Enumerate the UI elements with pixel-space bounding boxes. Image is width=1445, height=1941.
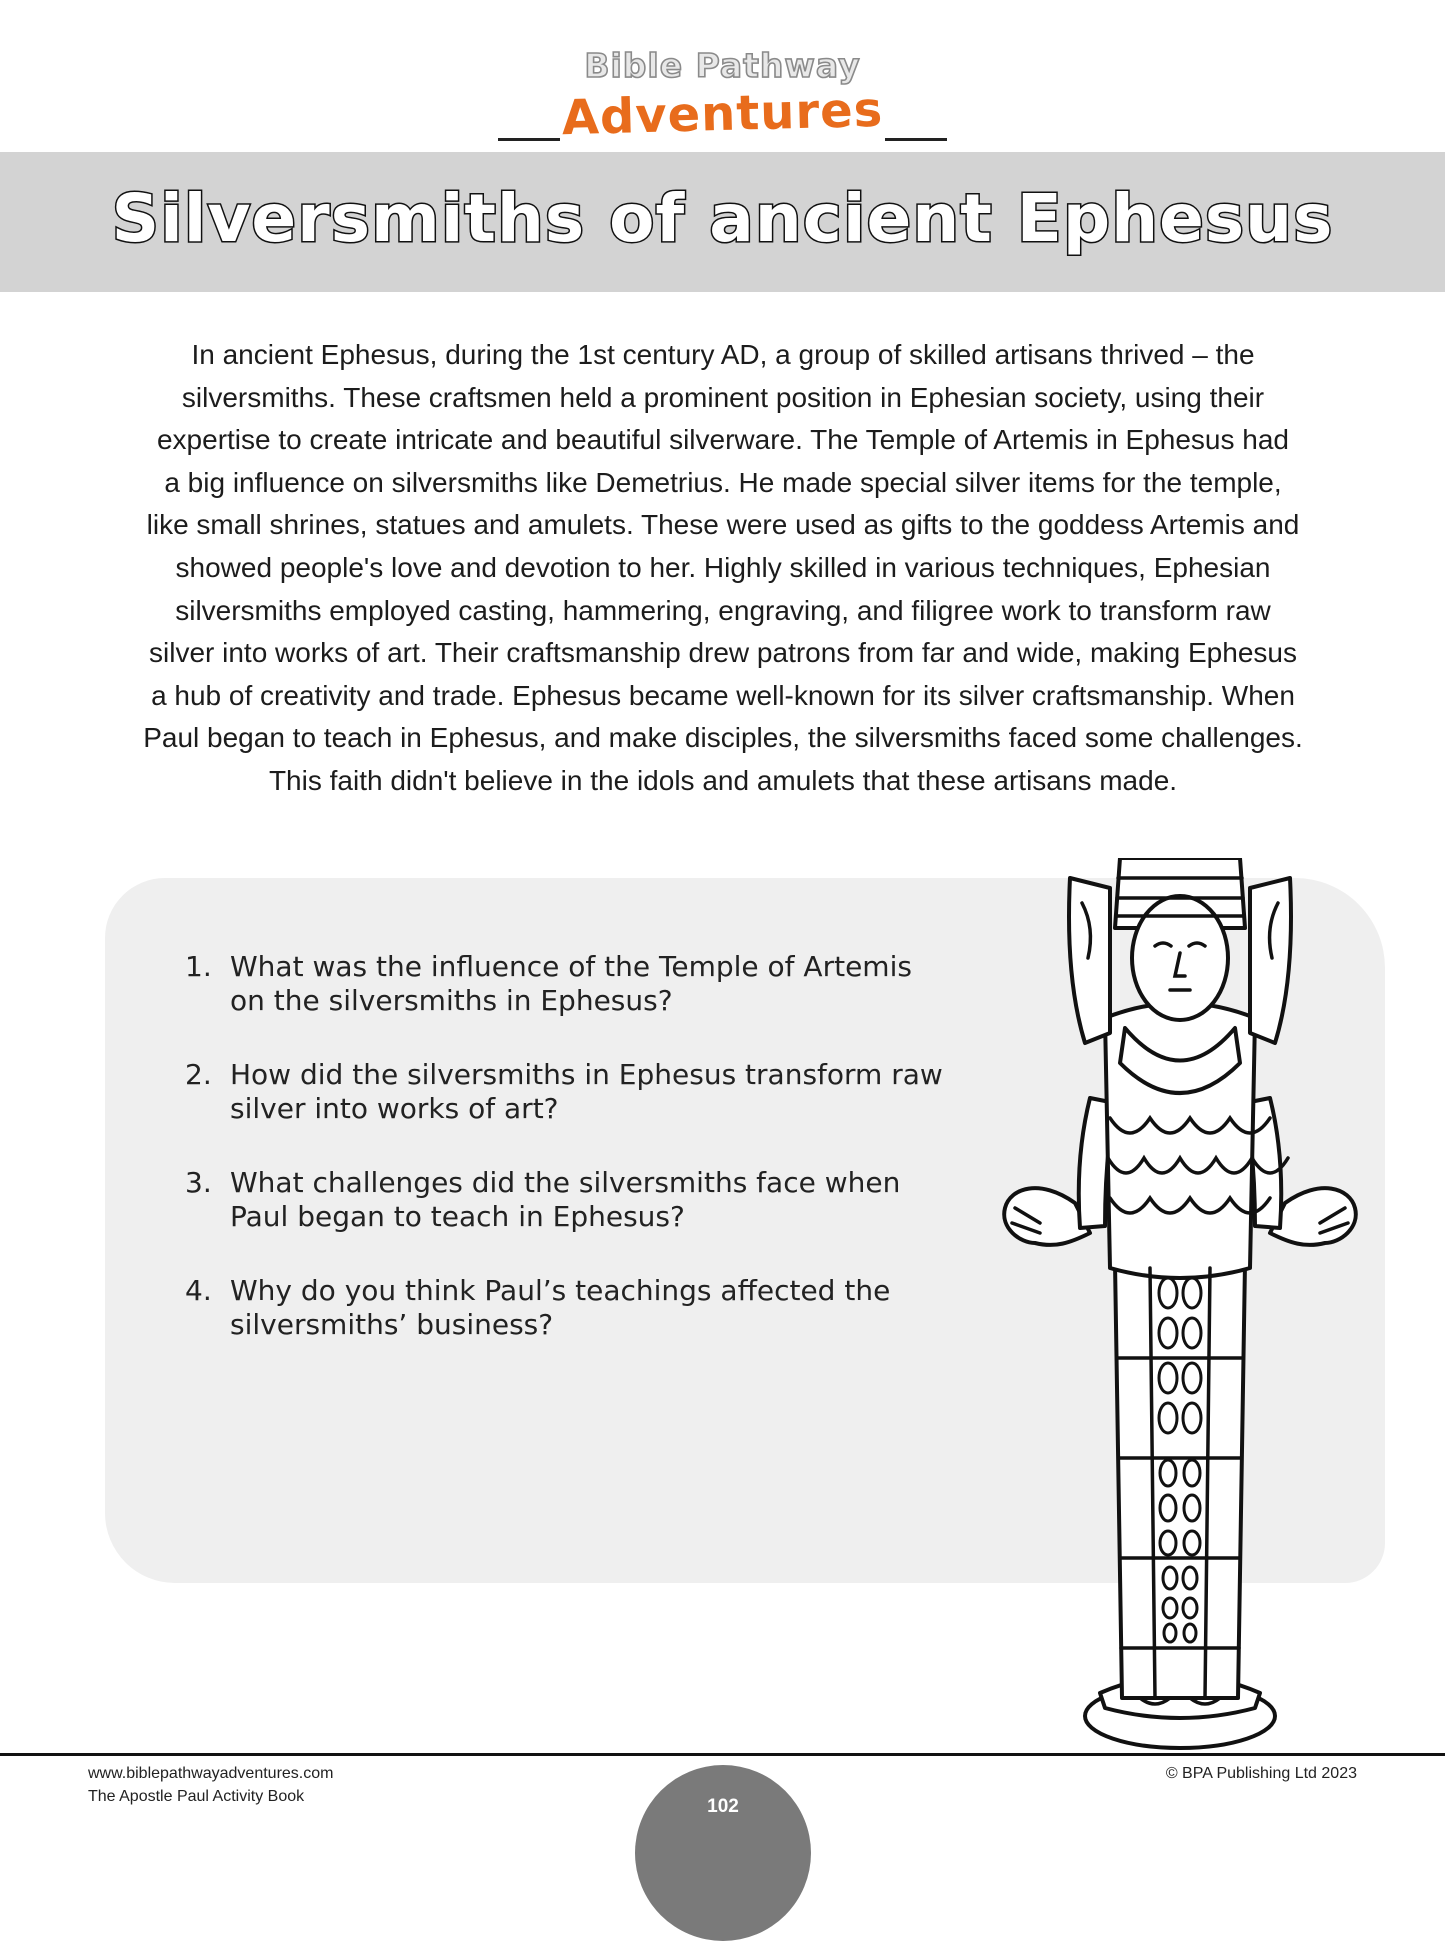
question-item xyxy=(185,950,1025,1018)
intro-line: This faith didn't believe in the idols and amulets that these artisans made. xyxy=(268,764,1178,796)
question-item xyxy=(185,1274,1025,1342)
intro-line: expertise to create intricate and beautiful silverware. The Temple of Artemis in Ephesus had xyxy=(156,424,1290,456)
page-number: 102 xyxy=(707,1796,739,1817)
footer-left xyxy=(88,1762,333,1808)
intro-line: a hub of creativity and trade. Ephesus became well-known for its silver craftsmanship. When xyxy=(151,679,1295,711)
question-text-line: silver into works of art? xyxy=(230,1092,559,1125)
title-band xyxy=(0,152,1445,292)
question-item xyxy=(185,1058,1025,1126)
question-number: 1. xyxy=(185,950,212,983)
footer-divider xyxy=(0,1753,1445,1756)
page-number-tab xyxy=(635,1765,811,1941)
intro-paragraph xyxy=(88,334,1358,803)
question-list xyxy=(185,950,1025,1382)
intro-line: Paul began to teach in Ephesus, and make disciples, the silversmiths faced some challenges. xyxy=(143,722,1303,754)
intro-line: like small shrines, statues and amulets. These were used as gifts to the goddess Artemis and xyxy=(146,509,1300,541)
question-text-line: How did the silversmiths in Ephesus transform raw xyxy=(230,1058,943,1091)
footer-website-link[interactable]: www.biblepathwayadventures.com xyxy=(88,1765,334,1782)
logo-text-bottom: Adventures xyxy=(561,81,884,147)
intro-line: silversmiths employed casting, hammering, engraving, and filigree work to transform raw xyxy=(175,594,1271,626)
logo-text-top: Bible Pathway xyxy=(584,46,861,85)
intro-line: a big influence on silversmiths like Demetrius. He made special silver items for the temple, xyxy=(164,466,1282,498)
question-text-line: on the silversmiths in Ephesus? xyxy=(230,984,673,1017)
intro-line: showed people's love and devotion to her. Highly skilled in various techniques, Ephesian xyxy=(175,551,1271,583)
intro-line: In ancient Ephesus, during the 1st century AD, a group of skilled artisans thrived – the xyxy=(191,339,1255,370)
question-text-line: Paul began to teach in Ephesus? xyxy=(230,1200,685,1233)
page-title: Silversmiths of ancient Ephesus xyxy=(111,180,1334,257)
logo-line-right xyxy=(885,138,947,141)
footer-copyright: © BPA Publishing Ltd 2023 xyxy=(1165,1765,1357,1782)
intro-line: silversmiths. These craftsmen held a prominent position in Ephesian society, using their xyxy=(181,381,1265,413)
logo xyxy=(0,40,1445,150)
question-text-line: What challenges did the silversmiths face when xyxy=(230,1166,901,1199)
question-text-line: What was the influence of the Temple of Artemis xyxy=(230,950,912,983)
artemis-statue-illustration xyxy=(1000,858,1360,1758)
question-item xyxy=(185,1166,1025,1234)
question-number: 3. xyxy=(185,1166,212,1199)
question-number: 2. xyxy=(185,1058,212,1091)
footer-book-title: The Apostle Paul Activity Book xyxy=(88,1788,305,1805)
question-text-line: Why do you think Paul’s teachings affected the xyxy=(230,1274,891,1307)
intro-line: silver into works of art. Their craftsmanship drew patrons from far and wide, making Ephesus xyxy=(149,637,1297,669)
question-text-line: silversmiths’ business? xyxy=(230,1308,554,1341)
question-number: 4. xyxy=(185,1274,212,1307)
